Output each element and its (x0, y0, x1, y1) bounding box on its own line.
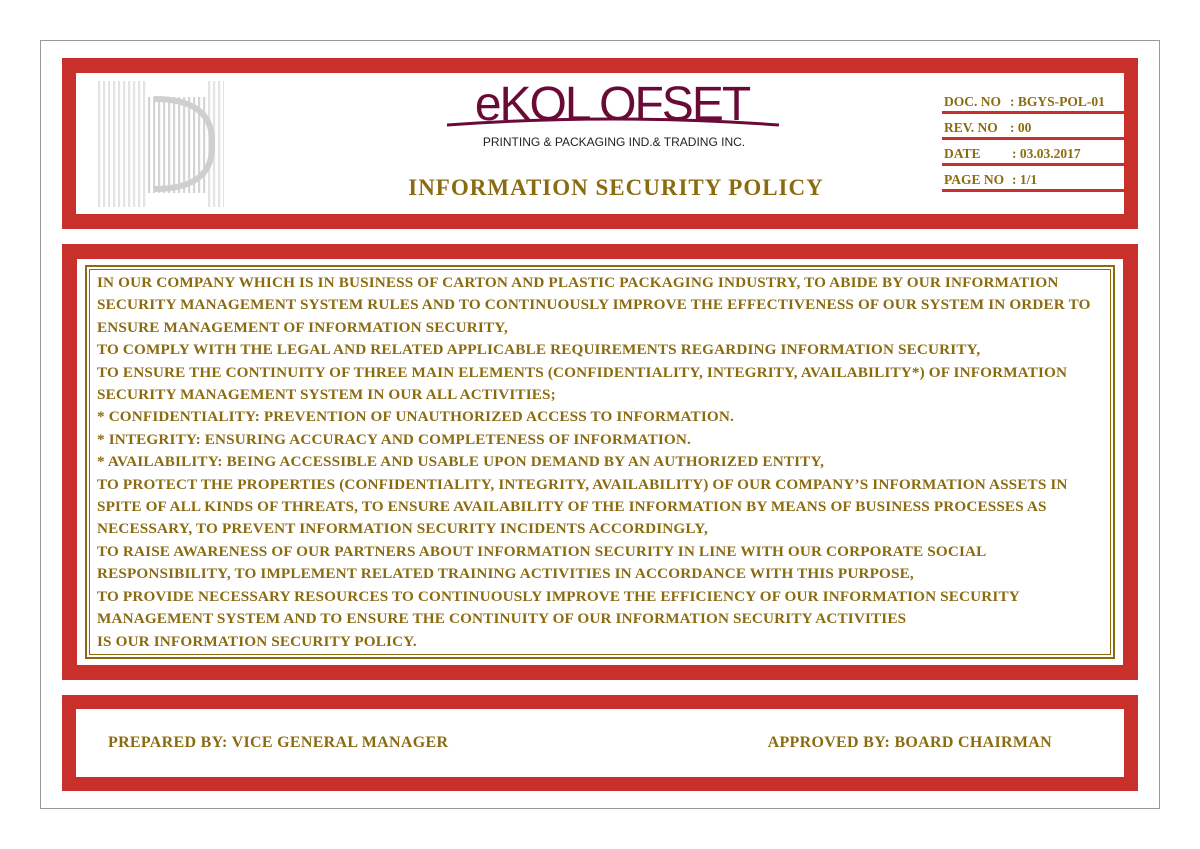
policy-paragraph: TO PROVIDE NECESSARY RESOURCES TO CONTINUOUSLY IMPROVE THE EFFICIENCY OF OUR INFORMATION SECURITY MANAGEMENT SYSTEM AND TO ENSURE THE CONTINUITY OF OUR INFORMATION SECURITY ACTIVITIES (97, 587, 1020, 628)
policy-paragraph: * CONFIDENTIALITY: PREVENTION OF UNAUTHORIZED ACCESS TO INFORMATION. (97, 408, 734, 426)
meta-label: DOC. NO (944, 94, 1001, 109)
meta-value: : 1/1 (1012, 172, 1038, 187)
policy-paragraph: * AVAILABILITY: BEING ACCESSIBLE AND USABLE UPON DEMAND BY AN AUTHORIZED ENTITY, (97, 453, 825, 471)
policy-paragraph: TO ENSURE THE CONTINUITY OF THREE MAIN ELEMENTS (CONFIDENTIALITY, INTEGRITY, AVAILABILITY*) OF INFORMATION SECURITY MANAGEMENT SYSTEM IN OUR ALL ACTIVITIES; (97, 363, 1068, 404)
document-meta (942, 91, 1127, 195)
policy-text (97, 272, 1109, 653)
brand-name: eKOL OFSET (474, 78, 750, 131)
meta-rule (942, 189, 1127, 192)
meta-value: : 00 (1010, 120, 1032, 135)
meta-doc-no (942, 91, 1127, 117)
policy-paragraph: TO PROTECT THE PROPERTIES (CONFIDENTIALITY, INTEGRITY, AVAILABILITY) OF OUR COMPANY’S INFORMATION ASSETS IN SPITE OF ALL KINDS OF THREATS, TO ENSURE AVAILABILITY OF THE INFORMATION BY MEANS OF BUSINESS PROCESSES AS NECESSARY, TO PREVENT INFORMATION SECURITY INCIDENTS ACCORDINGLY, (97, 475, 1068, 538)
meta-rule (942, 137, 1127, 140)
meta-label: DATE (944, 146, 981, 161)
policy-panel (77, 259, 1123, 665)
meta-value: : 03.03.2017 (1012, 146, 1081, 161)
brand-subtitle: PRINTING & PACKAGING IND.& TRADING INC. (482, 135, 746, 149)
brand-swoosh-icon (443, 115, 783, 131)
meta-page-no (942, 169, 1127, 195)
signature-panel (76, 709, 1124, 777)
policy-paragraph: IN OUR COMPANY WHICH IS IN BUSINESS OF CARTON AND PLASTIC PACKAGING INDUSTRY, TO ABIDE BY OUR INFORMATION SECURITY MANAGEMENT SYSTEM RULES AND TO CONTINUOUSLY IMPROVE THE EFFECTIVENESS OF OUR SYSTEM IN ORDER TO ENSURE MANAGEMENT OF INFORMATION SECURITY, (97, 274, 1091, 336)
signature-band (62, 695, 1138, 791)
policy-paragraph: * INTEGRITY: ENSURING ACCURACY AND COMPLETENESS OF INFORMATION. (97, 430, 691, 448)
striped-emblem-icon (94, 79, 224, 209)
policy-paragraph: TO RAISE AWARENESS OF OUR PARTNERS ABOUT INFORMATION SECURITY IN LINE WITH OUR CORPORATE SOCIAL RESPONSIBILITY, TO IMPLEMENT RELATED TRAINING ACTIVITIES IN ACCORDANCE WITH THIS PURPOSE, (97, 542, 986, 583)
meta-date (942, 143, 1127, 169)
header-band (62, 58, 1138, 229)
meta-label: REV. NO (944, 120, 998, 135)
meta-value: : BGYS-POL-01 (1010, 94, 1105, 109)
policy-band (62, 244, 1138, 680)
meta-rev-no (942, 117, 1127, 143)
header-panel (76, 73, 1124, 214)
meta-rule (942, 163, 1127, 166)
policy-paragraph: TO COMPLY WITH THE LEGAL AND RELATED APPLICABLE REQUIREMENTS REGARDING INFORMATION SECURITY, (97, 341, 981, 359)
approved-by: APPROVED BY: BOARD CHAIRMAN (767, 734, 1052, 751)
meta-label: PAGE NO (944, 172, 1005, 187)
meta-rule (942, 111, 1127, 114)
document-title: INFORMATION SECURITY POLICY (408, 175, 824, 200)
prepared-by: PREPARED BY: VICE GENERAL MANAGER (108, 734, 449, 751)
policy-paragraph: IS OUR INFORMATION SECURITY POLICY. (97, 632, 417, 650)
